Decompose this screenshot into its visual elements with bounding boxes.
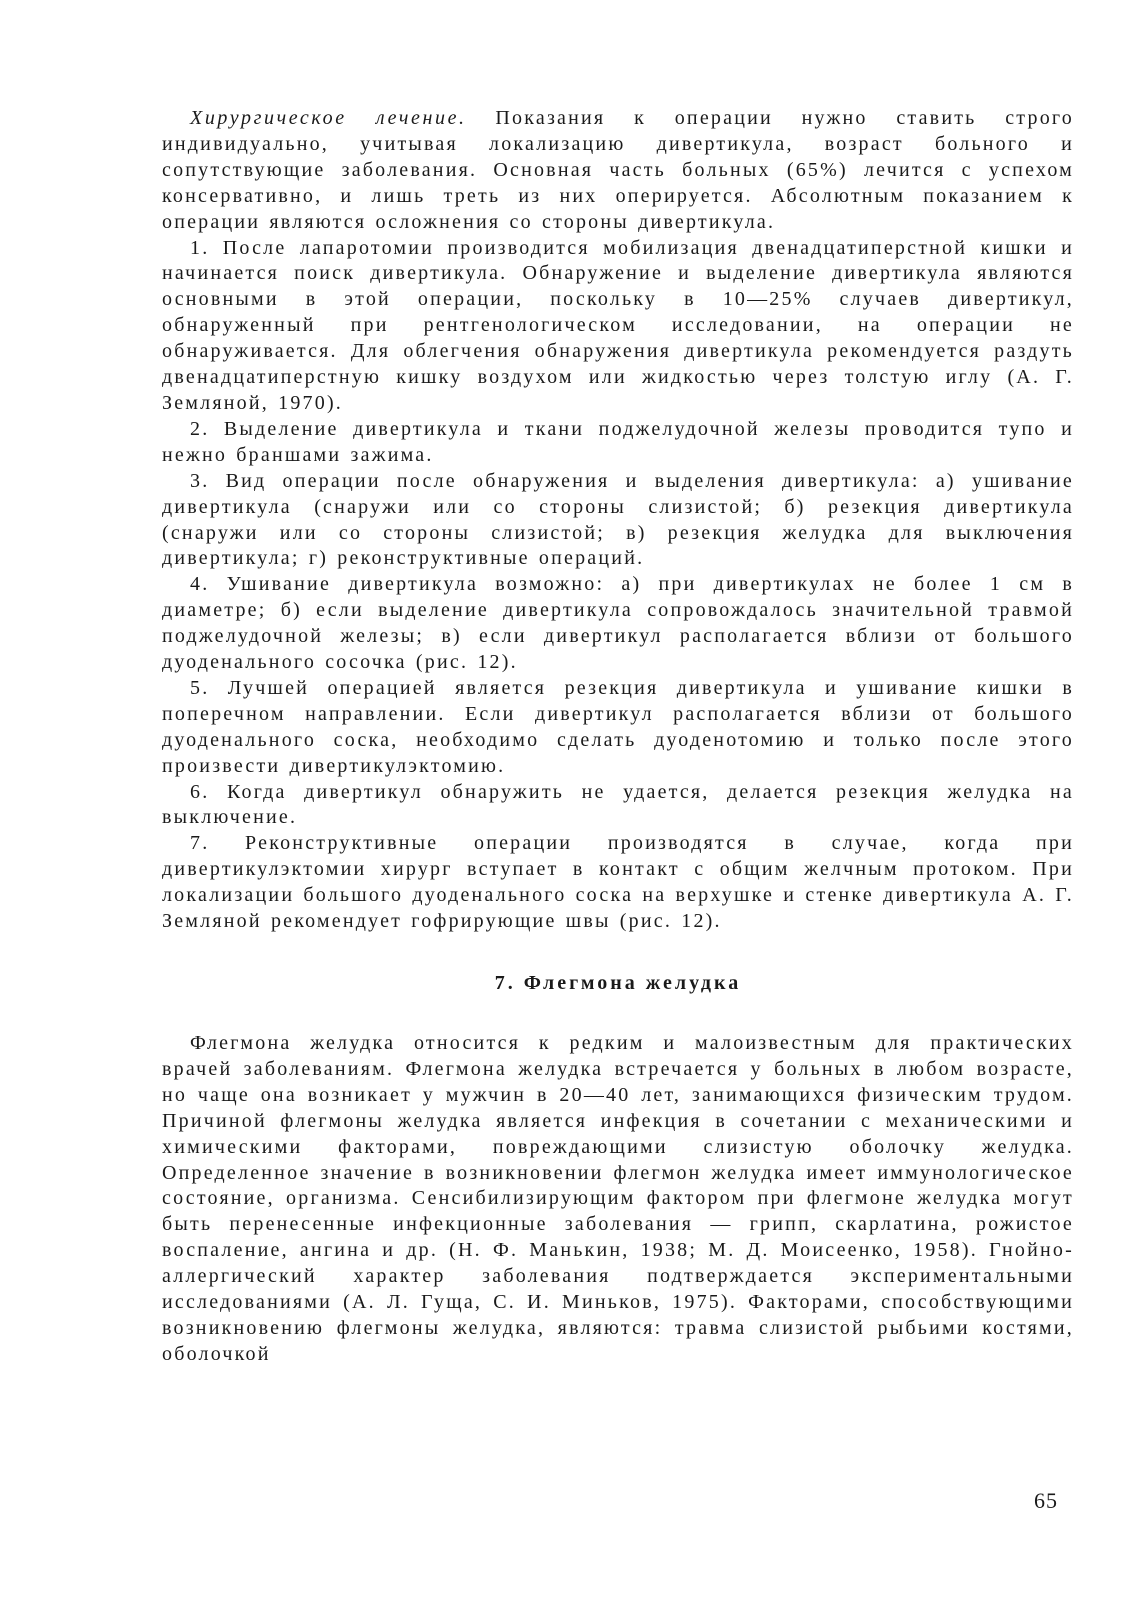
step-5-paragraph: 5. Лучшей операцией является резекция дивертикула и ушивание кишки в поперечном направлении. Если дивертикул располагается вблизи от большого дуоденального соска, необходимо сделать дуоденотомию и только после этого произвести дивертикулэктомию.	[162, 676, 1074, 777]
section-body-paragraph: Флегмона желудка относится к редким и малоизвестным для практических врачей заболеваниям. Флегмона желудка встречается у больных в любом возрасте, но чаще она возникает у мужчин в 20—40 лет, занимающихся физическим трудом. Причиной флегмоны желудка является инфекция в сочетании с механическими и химическими факторами, повреждающими слизистую оболочку желудка. Определенное значение в возникновении флегмон желудка имеет иммунологическое состояние, организма. Сенсибилизирующим фактором при флегмоне желудка могут быть перенесенные инфекционные заболевания — грипп, скарлатина, рожистое воспаление, ангина и др. (Н. Ф. Манькин, 1938; М. Д. Моисеенко, 1958). Гнойно-аллергический характер заболевания подтверждается экспериментальными исследованиями (А. Л. Гуща, С. И. Миньков, 1975). Факторами, способствующими возникновению флегмоны желудка, являются: травма слизистой рыбьими костями, оболочкой	[162, 1032, 1074, 1365]
section-heading: 7. Флегмона желудка	[494, 972, 742, 994]
step-2-paragraph: 2. Выделение дивертикула и ткани поджелудочной железы проводится тупо и нежно браншами зажима.	[162, 417, 1074, 466]
page-number: 65	[1034, 1488, 1058, 1513]
intro-lead-italic: Хирургическое лечение.	[190, 107, 467, 129]
step-7-paragraph: 7. Реконструктивные операции производятся в случае, когда при дивертикулэктомии хирург вступает в контакт с общим желчным протоком. При локализации большого дуоденального соска на верхушке и стенке дивертикула А. Г. Земляной рекомендует гофрирующие швы (рис. 12).	[162, 832, 1074, 933]
intro-paragraph	[162, 106, 1074, 236]
step-1-paragraph: 1. После лапаротомии производится мобилизация двенадцатиперстной кишки и начинается поиск дивертикула. Обнаружение и выделение дивертикула являются основными в этой операции, поскольку в 10—25% случаев дивертикул, обнаруженный при рентгенологическом исследовании, на операции не обнаруживается. Для облегчения обнаружения дивертикула рекомендуется раздуть двенадцатиперстную кишку воздухом или жидкостью через толстую иглу (А. Г. Земляной, 1970).	[162, 236, 1074, 414]
intro-text: Показания к операции нужно ставить строго индивидуально, учитывая локализацию дивертикула, возраст больного и сопутствующие заболевания. Основная часть больных (65%) лечится с успехом консервативно, и лишь треть из них оперируется. Абсолютным показанием к операции являются осложнения со стороны дивертикула.	[162, 107, 1075, 233]
step-3-paragraph: 3. Вид операции после обнаружения и выделения дивертикула: а) ушивание дивертикула (снаружи или со стороны слизистой; б) резекция дивертикула (снаружи или со стороны слизистой; в) резекция желудка для выключения дивертикула; г) реконструктивные операций.	[162, 469, 1074, 570]
step-6-paragraph: 6. Когда дивертикул обнаружить не удается, делается резекция желудка на выключение.	[162, 780, 1074, 829]
page-body	[162, 106, 1074, 1368]
step-4-paragraph: 4. Ушивание дивертикула возможно: а) при дивертикулах не более 1 см в диаметре; б) если выделение дивертикула сопровождалось значительной травмой поджелудочной железы; в) если дивертикул располагается вблизи от большого дуоденального сосочка (рис. 12).	[162, 573, 1074, 674]
